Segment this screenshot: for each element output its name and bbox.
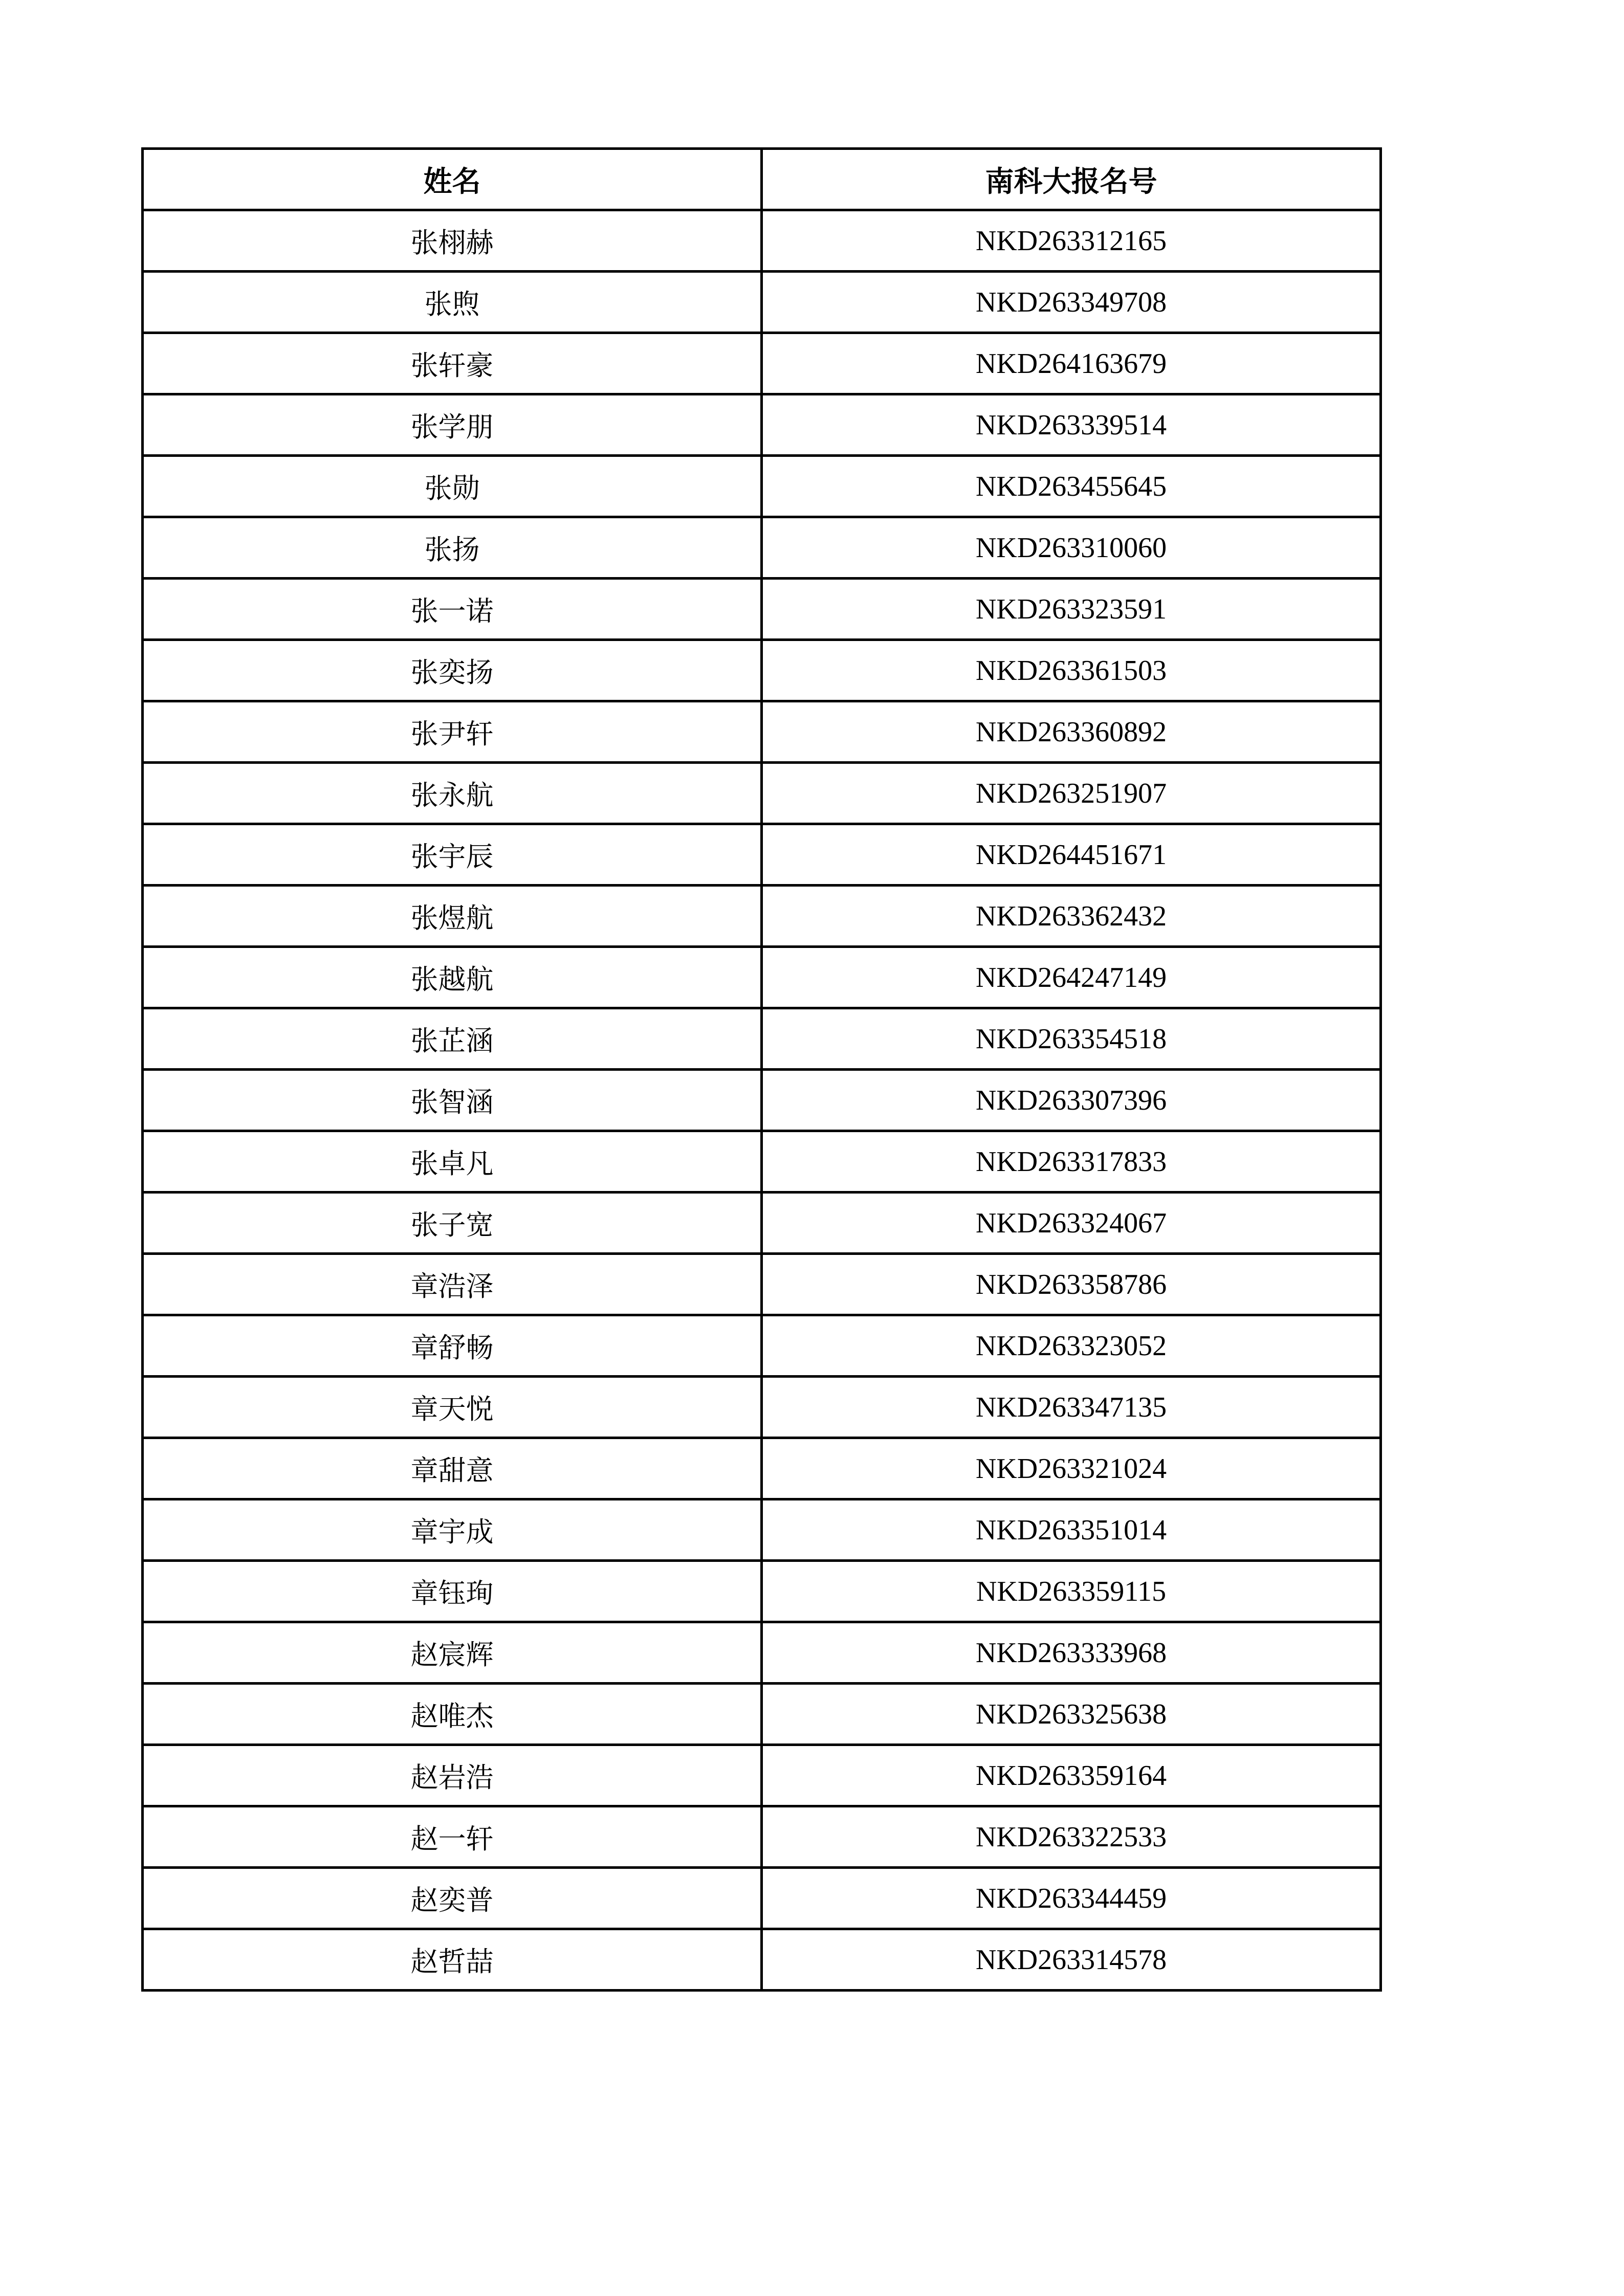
student-name-cell: 章钰珣	[143, 1561, 762, 1622]
table-row	[143, 1622, 1381, 1684]
registration-number-cell: NKD264247149	[762, 947, 1381, 1008]
table-header-row	[143, 149, 1381, 210]
registration-number-cell: NKD263354518	[762, 1008, 1381, 1070]
registration-number-cell: NKD263359115	[762, 1561, 1381, 1622]
table-row	[143, 456, 1381, 517]
student-name-cell: 章天悦	[143, 1377, 762, 1438]
student-name-cell: 张智涵	[143, 1070, 762, 1131]
table-row	[143, 1806, 1381, 1868]
registration-number-cell: NKD263317833	[762, 1131, 1381, 1193]
table-row	[143, 763, 1381, 824]
student-name-cell: 张宇辰	[143, 824, 762, 886]
registration-number-cell: NKD263310060	[762, 517, 1381, 579]
student-name-cell: 张一诺	[143, 579, 762, 640]
student-name-cell: 张煦	[143, 272, 762, 333]
student-name-cell: 张越航	[143, 947, 762, 1008]
header-registration-number: 南科大报名号	[762, 149, 1381, 210]
header-name: 姓名	[143, 149, 762, 210]
table-row	[143, 947, 1381, 1008]
registration-number-cell: NKD263251907	[762, 763, 1381, 824]
table-row	[143, 1193, 1381, 1254]
student-name-cell: 张勋	[143, 456, 762, 517]
table-row	[143, 886, 1381, 947]
table-row	[143, 824, 1381, 886]
table-row	[143, 1868, 1381, 1929]
registration-number-cell: NKD263325638	[762, 1684, 1381, 1745]
student-name-cell: 张扬	[143, 517, 762, 579]
registration-number-cell: NKD263314578	[762, 1929, 1381, 1991]
registration-number-cell: NKD263323052	[762, 1315, 1381, 1377]
table-row	[143, 210, 1381, 272]
table-row	[143, 1377, 1381, 1438]
table-row	[143, 1929, 1381, 1991]
table-body	[143, 210, 1381, 1991]
student-name-cell: 张卓凡	[143, 1131, 762, 1193]
table-row	[143, 1499, 1381, 1561]
student-name-cell: 章浩泽	[143, 1254, 762, 1315]
student-name-cell: 张奕扬	[143, 640, 762, 701]
table-row	[143, 517, 1381, 579]
student-name-cell: 章宇成	[143, 1499, 762, 1561]
registration-number-cell: NKD263361503	[762, 640, 1381, 701]
student-name-cell: 赵哲喆	[143, 1929, 762, 1991]
registration-number-cell: NKD263344459	[762, 1868, 1381, 1929]
table-row	[143, 1008, 1381, 1070]
student-name-cell: 章甜意	[143, 1438, 762, 1499]
student-name-cell: 赵奕普	[143, 1868, 762, 1929]
table-row	[143, 1131, 1381, 1193]
registration-number-cell: NKD263322533	[762, 1806, 1381, 1868]
student-name-cell: 张煜航	[143, 886, 762, 947]
registration-number-cell: NKD263307396	[762, 1070, 1381, 1131]
registration-number-cell: NKD264451671	[762, 824, 1381, 886]
registration-number-cell: NKD263312165	[762, 210, 1381, 272]
table-row	[143, 1254, 1381, 1315]
student-name-cell: 张子宽	[143, 1193, 762, 1254]
student-name-cell: 赵宸辉	[143, 1622, 762, 1684]
registration-number-cell: NKD263351014	[762, 1499, 1381, 1561]
table-row	[143, 1745, 1381, 1806]
registration-number-cell: NKD263358786	[762, 1254, 1381, 1315]
table-row	[143, 640, 1381, 701]
student-name-cell: 张轩豪	[143, 333, 762, 394]
registration-number-cell: NKD263333968	[762, 1622, 1381, 1684]
admission-list-table	[141, 147, 1382, 1992]
student-name-cell: 赵岩浩	[143, 1745, 762, 1806]
registration-number-cell: NKD263324067	[762, 1193, 1381, 1254]
table-row	[143, 272, 1381, 333]
registration-number-cell: NKD263362432	[762, 886, 1381, 947]
student-name-cell: 张栩赫	[143, 210, 762, 272]
student-name-cell: 章舒畅	[143, 1315, 762, 1377]
table-row	[143, 1684, 1381, 1745]
table-row	[143, 1070, 1381, 1131]
table-row	[143, 1561, 1381, 1622]
student-name-cell: 张学朋	[143, 394, 762, 456]
student-name-cell: 张芷涵	[143, 1008, 762, 1070]
table-row	[143, 701, 1381, 763]
table-row	[143, 1438, 1381, 1499]
table-header	[143, 149, 1381, 210]
student-name-cell: 赵一轩	[143, 1806, 762, 1868]
registration-number-cell: NKD263347135	[762, 1377, 1381, 1438]
registration-number-cell: NKD263359164	[762, 1745, 1381, 1806]
registration-number-cell: NKD263339514	[762, 394, 1381, 456]
table-row	[143, 579, 1381, 640]
registration-number-cell: NKD263455645	[762, 456, 1381, 517]
registration-number-cell: NKD263321024	[762, 1438, 1381, 1499]
registration-number-cell: NKD263349708	[762, 272, 1381, 333]
table-row	[143, 394, 1381, 456]
student-name-cell: 张永航	[143, 763, 762, 824]
table-row	[143, 1315, 1381, 1377]
registration-number-cell: NKD263360892	[762, 701, 1381, 763]
registration-number-cell: NKD263323591	[762, 579, 1381, 640]
student-name-cell: 张尹轩	[143, 701, 762, 763]
registration-number-cell: NKD264163679	[762, 333, 1381, 394]
table-row	[143, 333, 1381, 394]
student-name-cell: 赵唯杰	[143, 1684, 762, 1745]
